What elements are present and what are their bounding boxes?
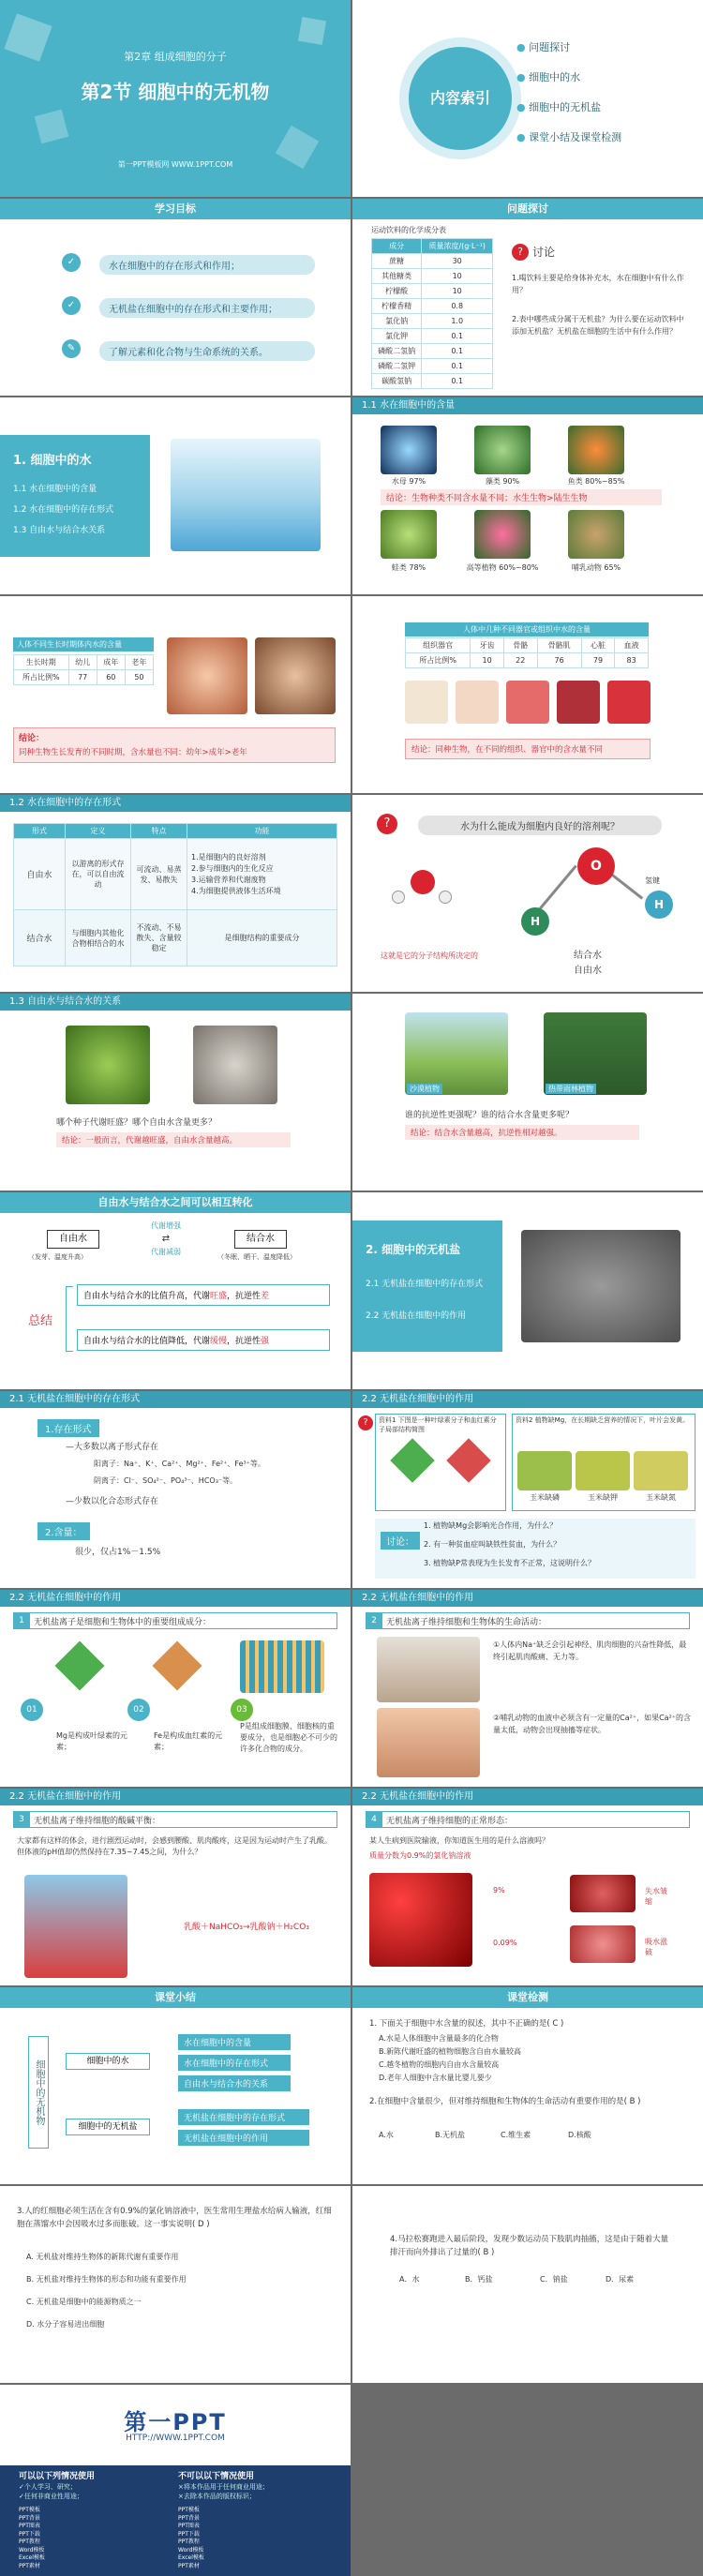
free-water-label: 自由水 bbox=[574, 966, 602, 976]
molecule-model bbox=[390, 857, 456, 913]
point-number-icon: 1 bbox=[13, 1612, 30, 1629]
num-3: 03 bbox=[231, 1699, 253, 1721]
link-item[interactable]: PPT背景 bbox=[19, 2514, 40, 2522]
free-water-box: 自由水 bbox=[47, 1230, 99, 1249]
seeds-conclusion: 结论：一般而言，代谢越旺盛，自由水含量越高。 bbox=[56, 1132, 291, 1147]
breadcrumb: 2.2 无机盐在细胞中的作用 bbox=[352, 1789, 703, 1805]
quiz-header: 课堂检测 bbox=[352, 1987, 703, 2008]
slide-organ-water bbox=[352, 596, 703, 793]
discuss-item-3: 3. 植物缺P常表现为生长发育不正常，这说明什么？ bbox=[424, 1559, 595, 1567]
heart-photo bbox=[557, 681, 600, 724]
arrow-right-icon: ⇄ bbox=[161, 1234, 171, 1244]
arrow-up-label: 代谢增强 bbox=[151, 1221, 181, 1230]
links-left bbox=[19, 2507, 159, 2570]
drink-table: 成分 质量浓度/(g·L⁻¹) 蔗糖 30 其他糖类 10 柠檬酸 10 柠檬香精 0.8 氯化钠 1.0 氯化钾 0.1 磷酸二氢钠 0.1 磷酸二氢钾 0.1 碳酸氢钠 0.1 bbox=[371, 238, 493, 389]
summary-salt-1: 无机盐在细胞中的存在形式 bbox=[178, 2109, 309, 2125]
chlorophyll-structure bbox=[54, 1640, 104, 1690]
content-heading: 2.含量： bbox=[37, 1522, 90, 1540]
compound-form-line: —少数以化合态形式存在 bbox=[66, 1497, 159, 1506]
arrow-down-label: 代谢减弱 bbox=[151, 1248, 181, 1256]
credits-can-1: ✓个人学习、研究； bbox=[19, 2483, 77, 2491]
slide-discussion bbox=[352, 199, 703, 396]
quiz-q4-option-c[interactable]: C．钠盐 bbox=[540, 2275, 568, 2284]
bond-line-1 bbox=[539, 865, 577, 910]
index-item-3[interactable]: ● 细胞中的无机盐 bbox=[516, 101, 602, 113]
breadcrumb: 1.3 自由水与结合水的关系 bbox=[0, 994, 351, 1011]
point-text: 无机盐离子是细胞和生物体中的重要组成成分： bbox=[34, 1618, 212, 1627]
link-item[interactable]: PPT图表 bbox=[178, 2523, 200, 2529]
slide-quiz-1 bbox=[352, 1987, 703, 2184]
quiz-q3: 3.人的红细胞必须生活在含有0.9%的氯化钠溶液中，医生常用生理盐水给病人输液，红细胞在蒸馏水中会因吸水过多而胀破。这一事实说明( D ) bbox=[17, 2207, 332, 2229]
section-item-2[interactable]: 1.2 水在细胞中的存在形式 bbox=[13, 505, 114, 515]
atom-hydrogen-1: H bbox=[521, 907, 549, 936]
desert-plant-photo bbox=[405, 1012, 508, 1095]
desert-plant-caption: 沙漠植物 bbox=[407, 1084, 442, 1094]
corn-caption-1: 玉米缺磷 bbox=[530, 1493, 560, 1502]
slide-seeds bbox=[0, 994, 351, 1191]
bound-water-box: 结合水 bbox=[234, 1230, 287, 1249]
fish-photo bbox=[568, 426, 624, 474]
link-item[interactable]: PPT下载 bbox=[19, 2530, 40, 2538]
slide-water-forms bbox=[0, 795, 351, 992]
data-text-1: 资料1 下图是一种叶绿素分子和血红素分子局部结构简图 bbox=[379, 1416, 497, 1433]
credits-url[interactable]: HTTP://WWW.1PPT.COM bbox=[126, 2434, 225, 2443]
point-text: 无机盐离子维持细胞的酸碱平衡： bbox=[34, 1817, 161, 1826]
molecule-caption: 这就是它的分子结构所决定的 bbox=[381, 951, 478, 960]
slide-summary bbox=[0, 1987, 351, 2184]
composition-2: Fe是构成血红素的元素； bbox=[154, 1731, 223, 1751]
credits-logo: 第一PPT bbox=[124, 2409, 227, 2435]
water-form-table: 形式 定义 特点 功能 自由水 以游离的形式存在，可以自由流动 可流动、易蒸发、易散失 1.是细胞内的良好溶剂 2.参与细胞内的生化反应 3.运输营养和代谢废物 4.为细胞提供液体生活环境 结合水 与细胞内其他化合物相结合的水 不流动、不易散失、含量较稳定 是细胞结构的重要成分 bbox=[13, 823, 337, 966]
pct-low: 0.09% bbox=[493, 1939, 517, 1947]
slide-water-content bbox=[352, 397, 703, 594]
heme-structure bbox=[152, 1640, 202, 1690]
summary-line-2: 自由水与结合水的比值降低，代谢缓慢，抗逆性强 bbox=[77, 1329, 330, 1351]
corn-caption-3: 玉米缺氮 bbox=[646, 1493, 676, 1502]
num-1: 01 bbox=[21, 1699, 43, 1721]
point-number-icon: 4 bbox=[366, 1811, 382, 1828]
atom-oxygen-small bbox=[411, 870, 435, 894]
chapter-label: 第2章 组成细胞的分子 bbox=[124, 51, 227, 63]
discuss-item-1: 1. 植物缺Mg会影响光合作用，为什么？ bbox=[424, 1521, 558, 1530]
index-item-4[interactable]: ● 课堂小结及课堂检测 bbox=[516, 131, 622, 143]
label-mammal: 哺乳动物 65% bbox=[571, 563, 621, 572]
discuss-label: 讨论 bbox=[532, 246, 556, 259]
activity-point-1: ①人体内Na⁺缺乏会引起神经、肌肉细胞的兴奋性降低，最终引起肌肉酸痛、无力等。 bbox=[493, 1640, 687, 1661]
conversion-header: 自由水与结合水之间可以相互转化 bbox=[0, 1192, 351, 1213]
section-item-1[interactable]: 1.1 水在细胞中的含量 bbox=[13, 485, 97, 494]
breadcrumb: 2.2 无机盐在细胞中的作用 bbox=[0, 1789, 351, 1805]
index-dot-icon: ● bbox=[516, 71, 530, 83]
slide-credits bbox=[0, 2385, 351, 2576]
seeds-question: 哪个种子代谢旺盛？哪个自由水含量更多？ bbox=[56, 1118, 217, 1128]
slide-water-section bbox=[0, 397, 351, 594]
point-number-icon: 2 bbox=[366, 1612, 382, 1629]
corn-k-photo bbox=[576, 1451, 630, 1490]
question-mark-icon: ? bbox=[512, 244, 529, 261]
goal-3: 了解元素和化合物与生命系统的关系。 bbox=[99, 341, 315, 361]
goal-2: 无机盐在细胞中的存在形式和主要作用； bbox=[99, 298, 315, 318]
quiz-q1-option-b[interactable]: B.新陈代谢旺盛的植物细胞含自由水量较高 bbox=[379, 2047, 522, 2056]
burst-cell-photo bbox=[570, 1925, 636, 1963]
link-item[interactable]: PPT下载 bbox=[178, 2530, 200, 2538]
pct-high: 9% bbox=[493, 1886, 505, 1895]
algae-photo bbox=[474, 426, 531, 474]
index-item-1[interactable]: ● 问题探讨 bbox=[516, 41, 571, 53]
index-dot-icon: ● bbox=[516, 131, 530, 143]
cation-line: 阳离子：Na⁺、K⁺、Ca²⁺、Mg²⁺、Fe²⁺、Fe³⁺等。 bbox=[94, 1460, 265, 1468]
slide-acid-base bbox=[0, 1789, 351, 1985]
num-2: 02 bbox=[127, 1699, 150, 1721]
composition-1: Mg是构成叶绿素的元素； bbox=[56, 1731, 127, 1751]
blood-photo bbox=[607, 681, 651, 724]
membrane-structure bbox=[240, 1640, 324, 1693]
breadcrumb: 2.2 无机盐在细胞中的作用 bbox=[0, 1590, 351, 1607]
summary-line-1: 自由水与结合水的比值升高，代谢旺盛，抗逆性差 bbox=[77, 1284, 330, 1306]
quiz-q3-option-c[interactable]: C. 无机盐是细胞中的能源物质之一 bbox=[26, 2298, 142, 2306]
index-dot-icon: ● bbox=[516, 101, 530, 113]
goal-icon-1: ✓ bbox=[62, 253, 81, 272]
drink-table-title: 运动饮料的化学成分表 bbox=[371, 226, 446, 234]
organ-table: 组织器官 牙齿 骨骼 骨骼肌 心脏 血液 所占比例% 10 22 76 79 83 bbox=[405, 637, 649, 668]
quiz-q1-option-c[interactable]: C.越冬植物的细胞内自由水含量较高 bbox=[379, 2060, 500, 2069]
link-item[interactable]: Word模板 bbox=[19, 2546, 45, 2554]
slide-goals bbox=[0, 199, 351, 396]
question-mark-icon: ? bbox=[377, 814, 397, 834]
links-right bbox=[178, 2507, 319, 2570]
slide-salt-section bbox=[352, 1192, 703, 1389]
anion-line: 阴离子：Cl⁻、SO₄²⁻、PO₄³⁻、HCO₃⁻等。 bbox=[94, 1476, 238, 1485]
link-item[interactable]: Word模板 bbox=[178, 2546, 204, 2554]
frog-photo bbox=[381, 510, 437, 559]
quiz-q3-option-b[interactable]: B. 无机盐对维持生物体的形态和功能有重要作用 bbox=[26, 2275, 187, 2284]
quiz-q4: 4.马拉松赛跑进入最后阶段，发现少数运动员下肢肌肉抽搐，这是由于随着大量排汗而向外排出了过量的( B ) bbox=[390, 2235, 669, 2257]
summary-water-2: 水在细胞中的存在形式 bbox=[178, 2055, 291, 2071]
summary-bracket bbox=[66, 1286, 73, 1352]
quiz-q2: 2.在细胞中含量很少，但对维持细胞和生物体的生命活动有重要作用的是( B ) bbox=[369, 2097, 641, 2106]
link-item[interactable]: PPT教程 bbox=[19, 2539, 40, 2545]
quiz-q2-option-c[interactable]: C.维生素 bbox=[501, 2131, 531, 2139]
label-jellyfish: 水母 97% bbox=[391, 477, 426, 486]
activity-point-2: ②哺乳动物的血液中必须含有一定量的Ca²⁺，如果Ca²⁺的含量太低，动物会出现抽搐等症状。 bbox=[493, 1714, 692, 1734]
credits-can-title: 可以以下列情况使用 bbox=[19, 2472, 96, 2481]
link-item[interactable]: PPT素材 bbox=[19, 2562, 40, 2569]
rainforest-caption: 热带雨林植物 bbox=[546, 1084, 596, 1094]
quiz-q2-option-b[interactable]: B.无机盐 bbox=[435, 2131, 466, 2139]
slide-salt-activity bbox=[352, 1590, 703, 1787]
hydrogen-bond-label: 氢键 bbox=[645, 876, 660, 885]
quiz-q2-option-a[interactable]: A.水 bbox=[379, 2131, 394, 2139]
data-text-2: 资料2 植物缺Mg，在长期缺乏营养的情况下，叶片会发黄。 bbox=[516, 1416, 690, 1424]
organ-table-title: 人体中几种不同器官或组织中水的含量 bbox=[405, 622, 649, 637]
breadcrumb: 2.1 无机盐在细胞中的存在形式 bbox=[0, 1391, 351, 1408]
ion-form-line: —大多数以离子形式存在 bbox=[66, 1443, 159, 1452]
credits-cannot-1: ×将本作品用于任何商业用途； bbox=[178, 2483, 269, 2491]
goal-icon-2: ✓ bbox=[62, 296, 81, 315]
breadcrumb: 2.2 无机盐在细胞中的作用 bbox=[352, 1590, 703, 1607]
label-frog: 蛙类 78% bbox=[391, 563, 426, 572]
point-text: 无机盐离子维持细胞的正常形态： bbox=[386, 1817, 514, 1826]
atom-oxygen: O bbox=[577, 847, 615, 885]
green-seeds-photo bbox=[66, 1026, 150, 1104]
quiz-q3-option-d[interactable]: D. 水分子容易进出细胞 bbox=[26, 2320, 105, 2329]
index-dot-icon: ● bbox=[516, 41, 530, 53]
summary-header: 课堂小结 bbox=[0, 1987, 351, 2008]
slide-index bbox=[352, 0, 703, 197]
quiz-q1-option-a[interactable]: A.水是人体细胞中含量最多的化合物 bbox=[379, 2034, 499, 2043]
link-item[interactable]: PPT背景 bbox=[178, 2514, 200, 2522]
slide-cell-shape bbox=[352, 1789, 703, 1985]
molecule-question: 水为什么能成为细胞内良好的溶剂呢？ bbox=[418, 816, 662, 835]
quiz-q4-option-a[interactable]: A．水 bbox=[399, 2275, 420, 2284]
slide-salt-forms bbox=[0, 1391, 351, 1588]
summary-salt-2: 无机盐在细胞中的作用 bbox=[178, 2130, 309, 2146]
cover-square-2 bbox=[35, 110, 69, 144]
resistance-question: 谁的抗逆性更强呢？谁的结合水含量更多呢？ bbox=[405, 1111, 575, 1120]
content-value: 很少，仅占1%－1.5% bbox=[75, 1548, 161, 1557]
salt-section-item-1[interactable]: 2.1 无机盐在细胞中的存在形式 bbox=[366, 1280, 484, 1289]
link-item[interactable]: Excel模板 bbox=[178, 2554, 204, 2561]
cover-square-4 bbox=[298, 17, 326, 45]
acid-base-text: 大家都有这样的体会，进行剧烈运动时，会感到腰酸、肌肉酸疼，这是因为运动时产生了乳酸。但体液的pH值却仍然保持在7.35~7.45之间，为什么？ bbox=[17, 1836, 332, 1856]
age-table: 生长时期 幼儿 成年 老年 所占比例% 77 60 50 bbox=[13, 654, 154, 685]
salt-section-title: 2. 细胞中的无机盐 bbox=[366, 1243, 461, 1256]
quiz-q4-option-b[interactable]: B．钙盐 bbox=[465, 2275, 493, 2284]
cover-brand: 第一PPT模板网 WWW.1PPT.COM bbox=[117, 160, 233, 169]
corn-p-photo bbox=[517, 1451, 572, 1490]
cover-title: 第2节 细胞中的无机物 bbox=[81, 81, 270, 103]
point-text: 无机盐离子维持细胞和生物体的生命活动： bbox=[386, 1618, 547, 1627]
credits-can-2: ✓任何非商业性用途； bbox=[19, 2493, 83, 2500]
salt-pile-photo bbox=[521, 1230, 681, 1342]
muscle-photo bbox=[506, 681, 549, 724]
plant-photo bbox=[474, 510, 531, 559]
quiz-q3-option-a[interactable]: A. 无机盐对维持生物体的新陈代谢有重要作用 bbox=[26, 2253, 179, 2261]
runner-photo bbox=[24, 1875, 127, 1978]
label-plant: 高等植物 60%~80% bbox=[466, 563, 539, 572]
corn-n-photo bbox=[634, 1451, 688, 1490]
summary-water-1: 水在细胞中的含量 bbox=[178, 2034, 291, 2050]
slide-quiz-3 bbox=[0, 2186, 351, 2383]
credits-cannot-title: 不可以以下情况使用 bbox=[178, 2472, 255, 2481]
breadcrumb: 2.2 无机盐在细胞中的作用 bbox=[352, 1391, 703, 1408]
quiz-q2-option-d[interactable]: D.核酸 bbox=[568, 2131, 591, 2139]
summary-water: 细胞中的水 bbox=[66, 2053, 150, 2070]
shrink-label: 失水皱缩 bbox=[645, 1887, 667, 1906]
leg-photo bbox=[377, 1708, 480, 1777]
age-conclusion-text: 同种生物生长发育的不同时期，含水量也不同：幼年>成年>老年 bbox=[19, 748, 247, 757]
label-algae: 藻类 90% bbox=[485, 477, 520, 486]
slide-resistance bbox=[352, 994, 703, 1191]
water-splash-photo bbox=[171, 439, 321, 551]
discuss-item-2: 2. 有一种贫血症叫缺铁性贫血，为什么？ bbox=[424, 1540, 561, 1549]
slide-age-water bbox=[0, 596, 351, 793]
slide-salt-composition bbox=[0, 1590, 351, 1787]
slide-water-molecule bbox=[352, 795, 703, 992]
point-number-icon: 3 bbox=[13, 1811, 30, 1828]
section-item-3[interactable]: 1.3 自由水与结合水关系 bbox=[13, 526, 106, 535]
quiz-q1-option-d[interactable]: D.老年人细胞中含水量比婴儿要少 bbox=[379, 2074, 492, 2082]
summary-salt: 细胞中的无机盐 bbox=[66, 2119, 150, 2135]
acid-base-formula: 乳酸＋NaHCO₃→乳酸钠＋H₂CO₃ bbox=[184, 1923, 309, 1932]
slide-cover bbox=[0, 0, 351, 197]
link-item[interactable]: PPT模板 bbox=[19, 2507, 40, 2513]
rainforest-photo bbox=[544, 1012, 647, 1095]
organ-conclusion: 结论：同种生物，在不同的组织、器官中的含水量不同 bbox=[405, 739, 651, 759]
label-fish: 鱼类 80%~85% bbox=[567, 477, 625, 486]
burst-label: 吸水涨破 bbox=[645, 1938, 667, 1956]
goals-header: 学习目标 bbox=[0, 199, 351, 219]
resistance-conclusion: 结论：结合水含量越高，抗逆性相对越强。 bbox=[405, 1125, 639, 1140]
goal-1: 水在细胞中的存在形式和作用； bbox=[99, 255, 315, 275]
age-table-title: 人体不同生长时期体内水的含量 bbox=[13, 637, 154, 651]
baby-photo bbox=[167, 637, 247, 714]
breadcrumb: 1.1 水在细胞中的含量 bbox=[352, 397, 703, 414]
dry-seeds-photo bbox=[193, 1026, 277, 1104]
atom-h1-small bbox=[392, 891, 405, 904]
water-conclusion: 结论：生物种类不同含水量不同；水生生物>陆生生物 bbox=[381, 489, 662, 505]
link-item[interactable]: Excel模板 bbox=[19, 2554, 45, 2561]
discuss-q2: 2.表中哪些成分属于无机盐？为什么要在运动饮料中添加无机盐？无机盐在细胞的生活中有什么作用？ bbox=[512, 315, 684, 336]
index-item-2[interactable]: ● 细胞中的水 bbox=[516, 71, 581, 83]
summary-water-3: 自由水与结合水的关系 bbox=[178, 2075, 291, 2091]
bone-photo bbox=[456, 681, 499, 724]
link-item[interactable]: PPT教程 bbox=[178, 2539, 200, 2545]
mammal-photo bbox=[568, 510, 624, 559]
link-item[interactable]: PPT图表 bbox=[19, 2523, 40, 2529]
forms-heading: 1.存在形式 bbox=[37, 1419, 99, 1437]
salt-section-item-2[interactable]: 2.2 无机盐在细胞中的作用 bbox=[366, 1311, 467, 1321]
quiz-q4-option-d[interactable]: D．尿素 bbox=[606, 2275, 635, 2284]
summary-label: 总结 bbox=[28, 1314, 53, 1328]
discuss-q1: 1.喝饮料主要是给身体补充水，水在细胞中有什么作用？ bbox=[512, 274, 684, 294]
tooth-photo bbox=[405, 681, 448, 724]
jellyfish-photo bbox=[381, 426, 437, 474]
left-note: （发芽、温度升高） bbox=[28, 1253, 87, 1261]
discuss-label: 讨论： bbox=[381, 1532, 420, 1550]
age-conclusion-box bbox=[13, 727, 336, 763]
bound-water-label: 结合水 bbox=[574, 951, 602, 961]
elder-photo bbox=[255, 637, 336, 714]
question-mark-icon: ? bbox=[358, 1415, 373, 1430]
summary-root: 细胞中的无机物 bbox=[28, 2036, 49, 2149]
quiz-q1: 1. 下面关于细胞中水含量的叙述，其中不正确的是( C ) bbox=[369, 2019, 564, 2029]
goal-icon-3: ✎ bbox=[62, 339, 81, 358]
saline-answer: 质量分数为0.9%的氯化钠溶液 bbox=[369, 1851, 471, 1860]
slide-quiz-4 bbox=[352, 2186, 703, 2383]
credits-cannot-2: ×去除本作品的版权标识； bbox=[178, 2493, 256, 2500]
link-item[interactable]: PPT模板 bbox=[178, 2507, 200, 2513]
corn-caption-2: 玉米缺钾 bbox=[588, 1493, 618, 1502]
breadcrumb: 1.2 水在细胞中的存在形式 bbox=[0, 795, 351, 812]
age-conclusion-label: 结论： bbox=[19, 734, 45, 743]
link-item[interactable]: PPT素材 bbox=[178, 2562, 200, 2569]
section-title: 1. 细胞中的水 bbox=[13, 454, 92, 468]
composition-3: P是组成细胞膜、细胞核的重要成分，也是细胞必不可少的许多化合物的成分。 bbox=[240, 1722, 337, 1753]
atom-hydrogen-2: H bbox=[645, 891, 673, 919]
atom-h2-small bbox=[439, 891, 452, 904]
water-glass-photo bbox=[377, 1637, 480, 1702]
discussion-header: 问题探讨 bbox=[352, 199, 703, 219]
shrunk-cell-photo bbox=[570, 1875, 636, 1912]
index-title: 内容索引 bbox=[429, 89, 490, 107]
right-note: （冬眠、晒干、温度降低） bbox=[217, 1253, 296, 1261]
slide-conversion bbox=[0, 1192, 351, 1389]
slide-salt-data bbox=[352, 1391, 703, 1588]
cell-shape-text: 某人生病到医院输液，你知道医生用的是什么溶液吗？ bbox=[369, 1836, 549, 1845]
red-cells-photo bbox=[369, 1873, 472, 1967]
